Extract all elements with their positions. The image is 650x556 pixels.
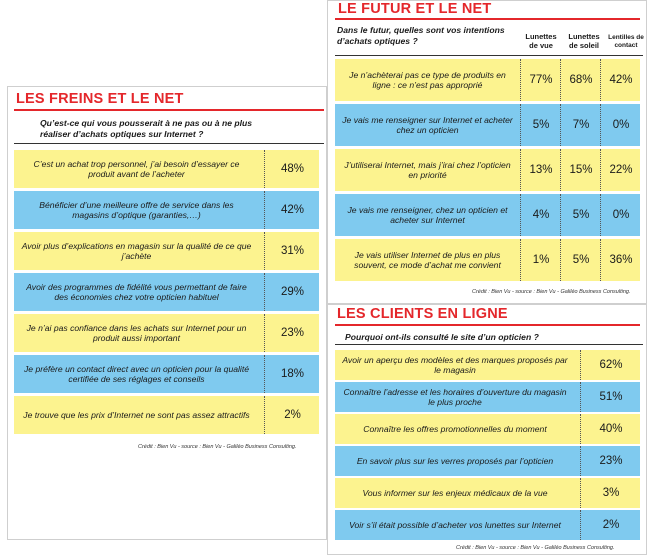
futur-row-value: 5%: [560, 194, 601, 236]
futur-row: [335, 149, 640, 191]
futur-row-value: 0%: [600, 194, 641, 236]
freins-row: [14, 314, 319, 352]
clients-question-rule: [335, 344, 643, 345]
clients-row-value: 51%: [580, 382, 641, 412]
futur-credit: Crédit : Bien Vu - source : Bien Vu - Galiléo Business Consulting.: [472, 289, 631, 295]
freins-row-value: 23%: [264, 314, 320, 352]
clients-row-value: 2%: [580, 510, 641, 540]
futur-row: [335, 59, 640, 101]
futur-row-value: 5%: [560, 239, 601, 281]
clients-row: [335, 350, 640, 380]
clients-row-label: Voir s’il était possible d’acheter vos lunettes sur Internet: [349, 519, 561, 530]
clients-row-label: Vous informer sur les enjeux médicaux de la vue: [362, 487, 548, 498]
clients-row-label: Avoir un aperçu des modèles et des marques proposés par le magasin: [342, 354, 568, 375]
futur-row: [335, 104, 640, 146]
clients-row: [335, 414, 640, 444]
freins-row-value: 48%: [264, 150, 320, 188]
futur-row-value: 4%: [520, 194, 561, 236]
futur-row-label: Je vais me renseigner sur Internet et acheter chez un opticien: [342, 114, 513, 135]
freins-row-label: Je trouve que les prix d’Internet ne sont pas assez attractifs: [23, 409, 250, 420]
clients-row: [335, 446, 640, 476]
futur-row-label: Je vais me renseigner, chez un opticien et acheter sur Internet: [347, 204, 508, 225]
futur-row: [335, 194, 640, 236]
futur-row: [335, 239, 640, 281]
freins-row: [14, 232, 319, 270]
futur-row-value: 13%: [520, 149, 561, 191]
freins-row-value: 18%: [264, 355, 320, 393]
futur-row-label: J’utiliserai Internet, mais j’irai chez l’opticien en priorité: [344, 159, 511, 180]
futur-row-value: 1%: [520, 239, 561, 281]
futur-col-lunettes-vue: Lunettes de vue: [525, 32, 557, 50]
freins-row-value: 29%: [264, 273, 320, 311]
futur-row-value: 42%: [600, 59, 641, 101]
futur-question-rule: [335, 55, 643, 56]
futur-row-value: 7%: [560, 104, 601, 146]
futur-row-value: 68%: [560, 59, 601, 101]
futur-row-value: 77%: [520, 59, 561, 101]
futur-question: Dans le futur, quelles sont vos intentions d’achats optiques ?: [337, 25, 505, 46]
clients-row-value: 3%: [580, 478, 641, 508]
freins-row: [14, 191, 319, 229]
futur-title: LE FUTUR ET LE NET: [338, 1, 492, 17]
freins-question: Qu’est-ce qui vous pousserait à ne pas ou à ne plus réaliser d’achats optiques sur Internet ?: [40, 118, 253, 139]
freins-row-value: 31%: [264, 232, 320, 270]
clients-row-label: Connaître les offres promotionnelles du moment: [363, 423, 547, 434]
freins-row-value: 2%: [264, 396, 320, 434]
clients-row-value: 23%: [580, 446, 641, 476]
clients-row-value: 62%: [580, 350, 641, 380]
freins-row: [14, 355, 319, 393]
clients-question: Pourquoi ont-ils consulté le site d’un opticien ?: [345, 332, 539, 342]
futur-row-value: 15%: [560, 149, 601, 191]
futur-row-value: 5%: [520, 104, 561, 146]
freins-row-label: Je préfère un contact direct avec un opticien pour la qualité certifiée de ses réglages et conseils: [23, 363, 249, 384]
futur-col-lunettes-soleil: Lunettes de soleil: [568, 32, 600, 50]
freins-row: [14, 273, 319, 311]
clients-row-label: En savoir plus sur les verres proposés par l’opticien: [356, 455, 554, 466]
clients-title: LES CLIENTS EN LIGNE: [337, 306, 508, 322]
futur-title-underline: [335, 18, 640, 20]
freins-row-label: Avoir des programmes de fidélité vous permettant de faire des économies chez votre opticien habituel: [26, 281, 247, 302]
freins-title: LES FREINS ET LE NET: [16, 91, 184, 107]
freins-title-underline: [14, 109, 324, 111]
clients-row-value: 40%: [580, 414, 641, 444]
futur-row-label: Je vais utiliser Internet de plus en plus souvent, ce mode d’achat me convient: [354, 249, 501, 270]
clients-row-label: Connaître l’adresse et les horaires d’ouverture du magasin le plus proche: [343, 386, 567, 407]
freins-credit: Crédit : Bien Vu - source : Bien Vu - Galiléo Business Consulting.: [138, 444, 297, 450]
freins-question-rule: [14, 143, 324, 144]
freins-row-label: Je n’ai pas confiance dans les achats sur Internet pour un produit aussi important: [26, 322, 247, 343]
freins-row-label: Bénéficier d’une meilleure offre de service dans les magasins d’optique (garanties,…): [39, 199, 234, 220]
clients-row: [335, 478, 640, 508]
clients-row: [335, 510, 640, 540]
futur-row-value: 0%: [600, 104, 641, 146]
futur-col-lentilles: Lentilles de contact: [608, 34, 644, 49]
clients-title-underline: [335, 324, 640, 326]
freins-row-label: Avoir plus d’explications en magasin sur la qualité de ce que j’achète: [21, 240, 252, 261]
futur-row-value: 22%: [600, 149, 641, 191]
futur-row-value: 36%: [600, 239, 641, 281]
futur-row-label: Je n’achèterai pas ce type de produits en ligne : ce n’est pas approprié: [349, 69, 506, 90]
freins-row: [14, 150, 319, 188]
clients-credit: Crédit : Bien Vu - source : Bien Vu - Galiléo Business Consulting.: [456, 545, 615, 551]
freins-row: [14, 396, 319, 434]
freins-row-label: C’est un achat trop personnel, j’ai besoin d’essayer ce produit avant de l’acheter: [33, 158, 240, 179]
clients-row: [335, 382, 640, 412]
freins-row-value: 42%: [264, 191, 320, 229]
